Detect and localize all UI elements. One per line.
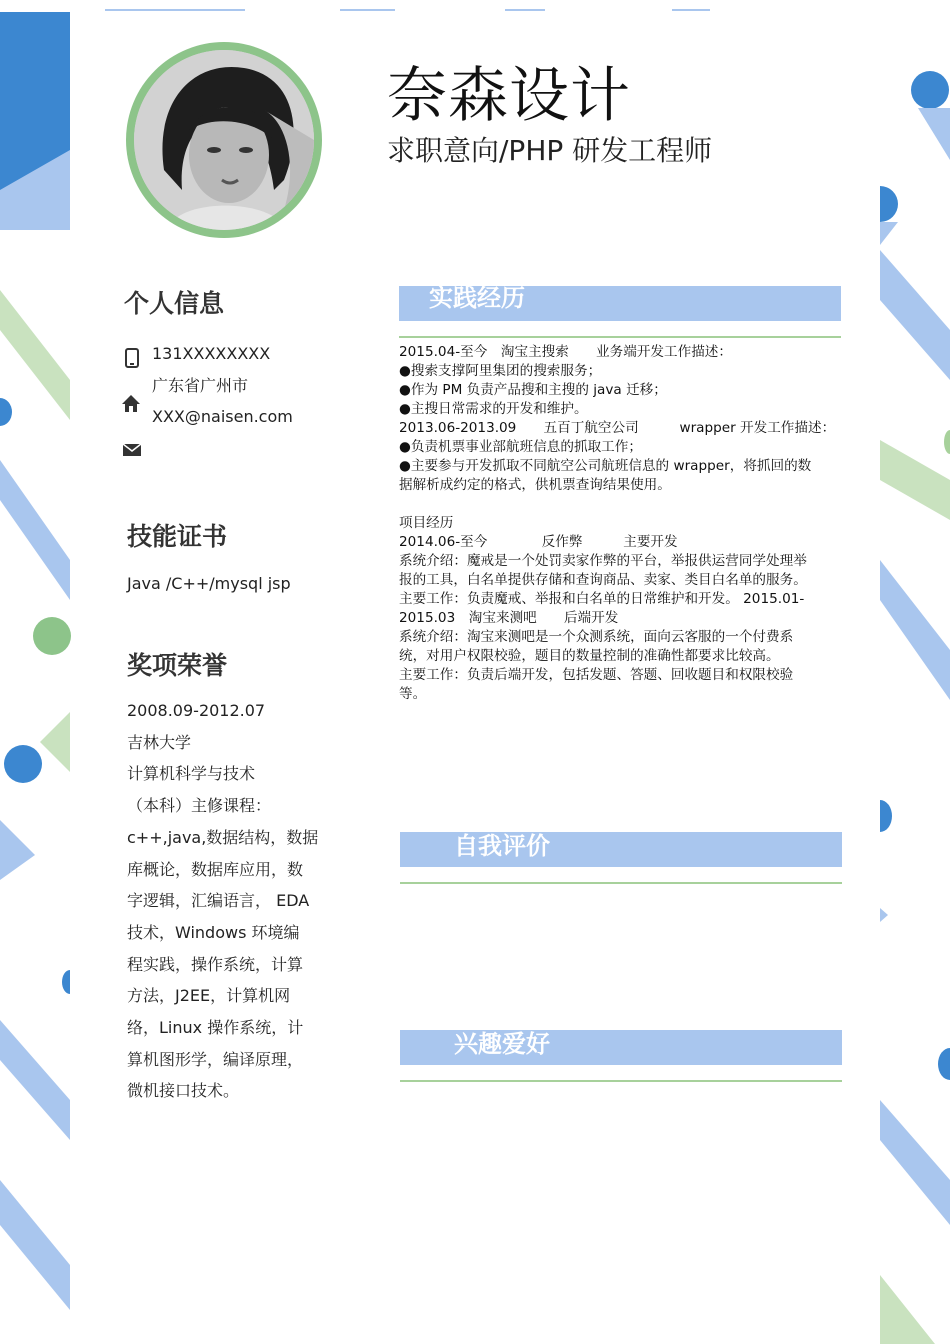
award-line: 2008.09-2012.07 (127, 701, 266, 720)
project-line: 等。 (399, 686, 427, 702)
project-line: 2014.06-至今 反作弊 主要开发 (399, 534, 678, 550)
phone-number: 131XXXXXXXX (152, 344, 271, 363)
project-line: 项目经历 (399, 515, 454, 531)
job-intent: 求职意向/PHP 研发工程师 (387, 134, 713, 167)
practice-line: 据解析成约定的格式，供机票查询结果使用。 (399, 477, 671, 493)
address-text: 广东省广州市 (152, 376, 249, 395)
project-line: 主要工作：负责魔戒、举报和白名单的日常维护和开发。 2015.01- (399, 591, 805, 607)
personal-info-heading: 个人信息 (124, 289, 225, 318)
practice-line: ●负责机票事业部航班信息的抓取工作； (399, 439, 642, 455)
award-line: （本科）主修课程： (127, 796, 272, 816)
award-line: 算机图形学，编译原理， (127, 1049, 304, 1069)
practice-line: 2013.06-2013.09 五百丁航空公司 wrapper 开发工作描述： (399, 420, 836, 436)
practice-line: 2015.04-至今 淘宝主搜索 业务端开发工作描述： (399, 344, 732, 360)
self-eval-section-divider (400, 882, 842, 884)
award-line: c++,java,数据结构，数据 (127, 827, 319, 847)
practice-content (399, 343, 835, 704)
award-line: 计算机科学与技术 (127, 764, 256, 784)
project-line: 统，对用户权限校验，题目的数量控制的准确性都要求比较高。 (399, 648, 780, 664)
award-line: 方法，J2EE，计算机网 (127, 986, 291, 1006)
project-line: 主要工作：负责后端开发，包括发题、答题、回收题目和权限校验 (399, 667, 794, 683)
award-line: 库概论，数据库应用，数 (127, 859, 304, 879)
project-line: 2015.03 淘宝来测吧 后端开发 (399, 610, 619, 626)
email-text: XXX@naisen.com (152, 407, 293, 426)
practice-section-title: 实践经历 (429, 284, 525, 312)
practice-section-divider (399, 336, 841, 338)
mail-icon (122, 440, 142, 460)
home-icon (121, 393, 141, 413)
self-eval-section-title: 自我评价 (454, 832, 550, 860)
award-line: 络，Linux 操作系统，计 (127, 1018, 304, 1038)
project-line: 报的工具，白名单提供存储和查询商品、卖家、类目白名单的服务。 (399, 572, 807, 588)
award-line: 程实践，操作系统，计算 (127, 954, 304, 974)
hobbies-section-title: 兴趣爱好 (454, 1030, 550, 1058)
practice-line: ●搜索支撑阿里集团的搜索服务； (399, 363, 602, 379)
avatar (134, 50, 314, 230)
candidate-name: 奈森设计 (387, 61, 631, 131)
skills-text: Java /C++/mysql jsp (127, 574, 291, 593)
practice-line: ●主搜日常需求的开发和维护。 (399, 401, 588, 417)
project-line: 系统介绍：淘宝来测吧是一个众测系统，面向云客服的一个付费系 (399, 629, 794, 645)
awards-list (127, 695, 327, 1107)
practice-line: ●主要参与开发抓取不同航空公司航班信息的 wrapper，将抓回的数 (399, 458, 812, 474)
skills-heading: 技能证书 (127, 522, 228, 551)
awards-heading: 奖项荣誉 (127, 651, 228, 680)
phone-icon (122, 348, 142, 368)
portrait-image (134, 50, 314, 230)
hobbies-section-divider (400, 1080, 842, 1082)
award-line: 吉林大学 (127, 732, 192, 752)
award-line: 微机接口技术。 (127, 1081, 240, 1101)
practice-line: ●作为 PM 负责产品搜和主搜的 java 迁移； (399, 382, 667, 398)
project-line: 系统介绍：魔戒是一个处罚卖家作弊的平台，举报供运营同学处理举 (399, 553, 807, 569)
award-line: 技术，Windows 环境编 (127, 922, 300, 942)
award-line: 字逻辑，汇编语言， EDA (127, 891, 310, 911)
